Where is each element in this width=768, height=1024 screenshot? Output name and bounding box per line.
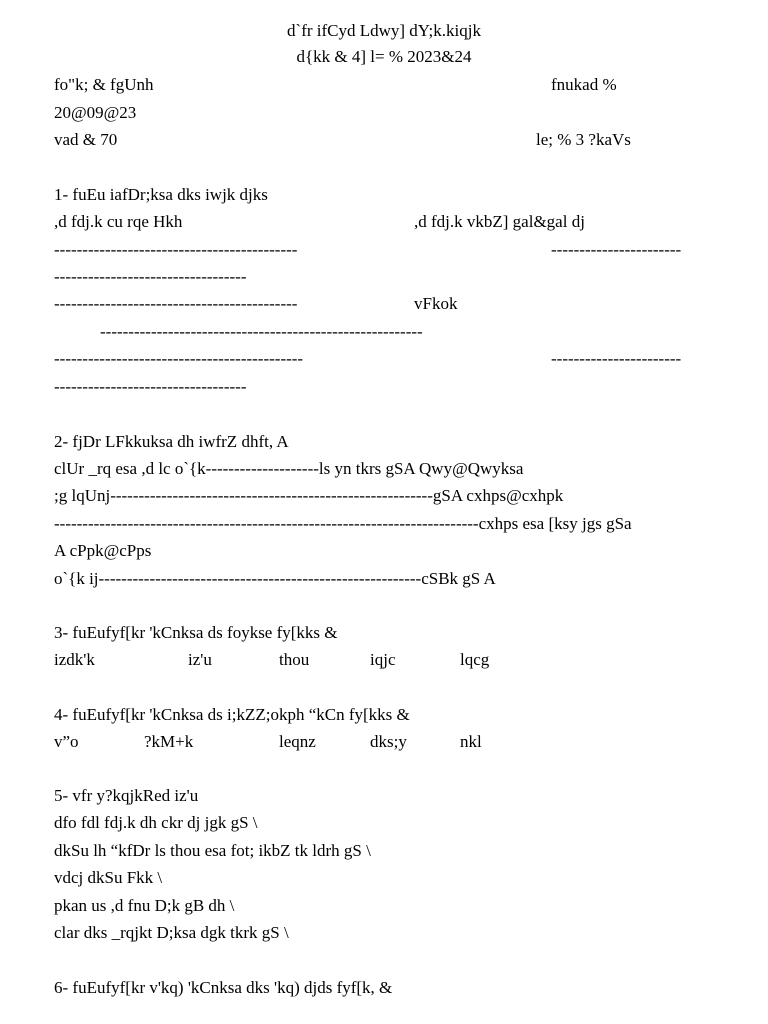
subject-label: fo"k; & fgUnh xyxy=(54,75,154,94)
word-item: ?kM+k xyxy=(144,732,194,751)
poem-line-left: ,d fdj.k cu rqe Hkh xyxy=(54,212,183,231)
word-item: leqnz xyxy=(279,732,316,751)
or-divider: vFkok xyxy=(414,294,458,313)
blank-line: ------------------------------------------- xyxy=(54,294,298,313)
question-4-title: 4- fuEufyf[kr 'kCnksa ds i;kZZ;okph “kCn fy[kks & xyxy=(54,705,410,724)
blank-line: -------------------------------------------- xyxy=(54,349,304,368)
blank-line: --------------------------------------------------------- xyxy=(100,322,423,341)
paper-title: d`fr ifCyd Ldwy] dY;k.kiqjk xyxy=(287,21,481,40)
word-item: iz'u xyxy=(188,650,212,669)
word-item: nkl xyxy=(460,732,482,751)
word-item: lqcg xyxy=(460,650,490,669)
short-question: pkan us ,d fnu D;k gB dh \ xyxy=(54,896,235,915)
blank-line: ----------------------- xyxy=(551,349,682,368)
fill-blank-line: ;g lqUnj---------------------------------------------------------gSA cxhps@cxhpk xyxy=(54,486,564,505)
time-label: le; % 3 ?kaVs xyxy=(536,130,631,149)
fill-blank-line: o`{k ij---------------------------------------------------------cSBk gS A xyxy=(54,569,496,588)
fill-blank-line: clUr _rq esa ,d lc o`{k--------------------ls yn tkrs gSA Qwy@Qwyksa xyxy=(54,459,524,478)
fill-blank-line: A cPpk@cPps xyxy=(54,541,152,560)
question-3-title: 3- fuEufyf[kr 'kCnksa ds foykse fy[kks & xyxy=(54,623,338,642)
word-item: v”o xyxy=(54,732,79,751)
word-item: dks;y xyxy=(370,732,407,751)
short-question: clar dks _rqjkt D;ksa dgk tkrk gS \ xyxy=(54,923,289,942)
marks-label: vad & 70 xyxy=(54,130,118,149)
word-item: thou xyxy=(279,650,310,669)
blank-line: ------------------------------------------- xyxy=(54,240,298,259)
short-question: vdcj dkSu Fkk \ xyxy=(54,868,163,887)
word-item: iqjc xyxy=(370,650,396,669)
blank-line: ----------------------- xyxy=(551,240,682,259)
question-2-title: 2- fjDr LFkkuksa dh iwfrZ dhft, A xyxy=(54,432,289,451)
date-label: fnukad % xyxy=(551,75,617,94)
word-item: izdk'k xyxy=(54,650,95,669)
short-question: dkSu lh “kfDr ls thou esa fot; ikbZ tk ldrh gS \ xyxy=(54,841,371,860)
blank-line: ---------------------------------- xyxy=(54,377,247,396)
date-value: 20@09@23 xyxy=(54,103,137,122)
blank-line: ---------------------------------- xyxy=(54,267,247,286)
question-5-title: 5- vfr y?kqjkRed iz'u xyxy=(54,786,199,805)
short-question: dfo fdl fdj.k dh ckr dj jgk gS \ xyxy=(54,813,258,832)
paper-subtitle: d{kk & 4] l= % 2023&24 xyxy=(296,47,472,66)
fill-blank-line: ---------------------------------------------------------------------------cxhps esa [ksy jgs gSa xyxy=(54,514,632,533)
question-1-title: 1- fuEu iafDr;ksa dks iwjk djks xyxy=(54,185,268,204)
question-6-title: 6- fuEufyf[kr v'kq) 'kCnksa dks 'kq) djds fyf[k, & xyxy=(54,978,393,997)
poem-line-right: ,d fdj.k vkbZ] gal&gal dj xyxy=(414,212,585,231)
